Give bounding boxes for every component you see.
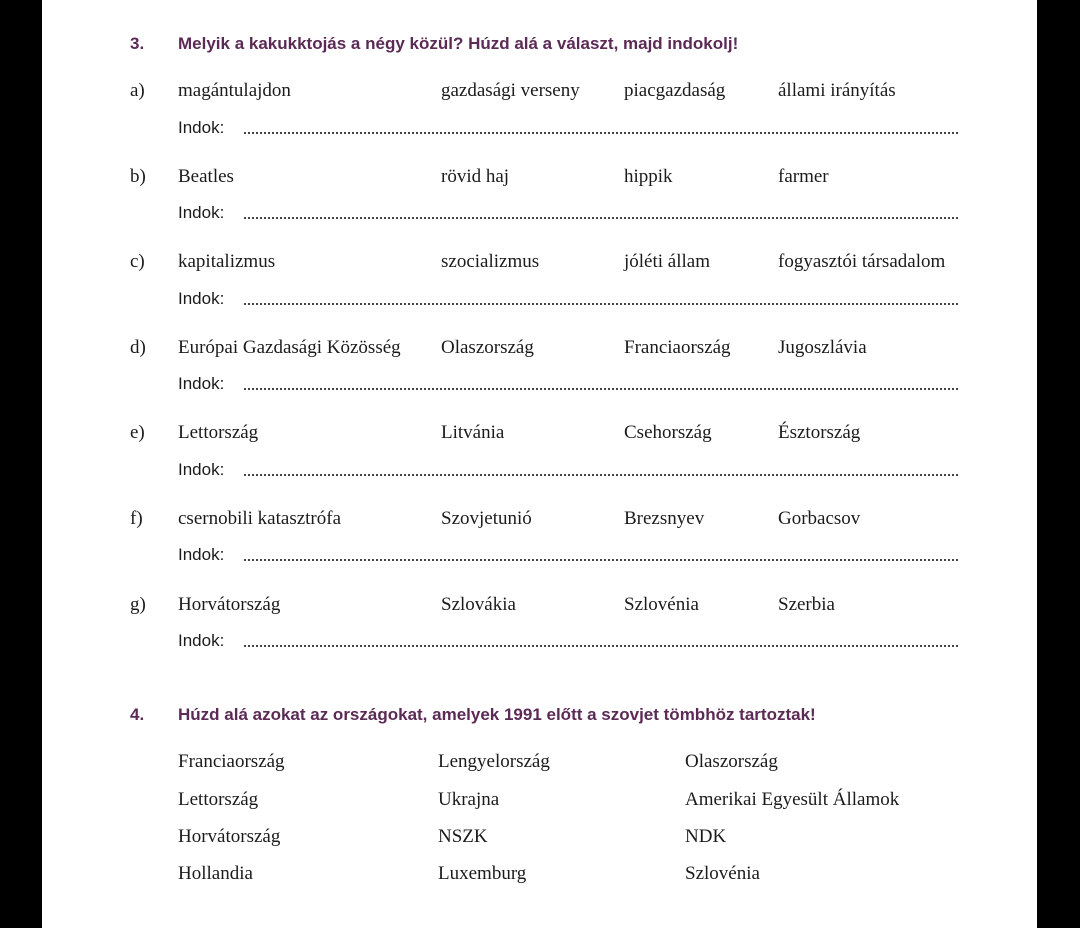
country-item[interactable]: Szlovénia xyxy=(685,863,760,884)
row-a-item-3[interactable]: piacgazdaság xyxy=(624,80,726,101)
row-f-answer-line[interactable] xyxy=(244,559,958,561)
question-3-number: 3. xyxy=(130,34,145,53)
country-item[interactable]: Lettország xyxy=(178,789,259,810)
country-item[interactable]: Lengyelország xyxy=(438,751,550,772)
row-g-answer-line[interactable] xyxy=(244,645,958,647)
row-c-indok-label: Indok: xyxy=(178,289,225,308)
row-g-item-3[interactable]: Szlovénia xyxy=(624,594,699,615)
row-c-item-3[interactable]: jóléti állam xyxy=(624,251,711,272)
row-f-item-3[interactable]: Brezsnyev xyxy=(624,508,705,529)
row-a-answer-line[interactable] xyxy=(244,132,958,134)
country-item[interactable]: Ukrajna xyxy=(438,789,500,810)
question-4-number: 4. xyxy=(130,705,145,724)
row-e-indok-label: Indok: xyxy=(178,460,225,479)
row-b-letter: b) xyxy=(130,166,146,187)
row-g-item-1[interactable]: Horvátország xyxy=(178,594,281,615)
row-d-item-2[interactable]: Olaszország xyxy=(441,337,534,358)
row-b-item-1[interactable]: Beatles xyxy=(178,166,234,187)
row-d-item-4[interactable]: Jugoszlávia xyxy=(778,337,867,358)
row-d-answer-line[interactable] xyxy=(244,388,958,390)
row-b-item-2[interactable]: rövid haj xyxy=(441,166,510,187)
row-g-indok-label: Indok: xyxy=(178,631,225,650)
row-f-item-1[interactable]: csernobili katasztrófa xyxy=(178,508,342,529)
row-c-answer-line[interactable] xyxy=(244,303,958,305)
country-item[interactable]: Luxemburg xyxy=(438,863,527,884)
row-a-indok-label: Indok: xyxy=(178,118,225,137)
row-f-letter: f) xyxy=(130,508,143,529)
row-d-item-3[interactable]: Franciaország xyxy=(624,337,731,358)
row-a-item-4[interactable]: állami irányítás xyxy=(778,80,896,101)
row-c-item-4[interactable]: fogyasztói társadalom xyxy=(778,251,946,272)
row-a-letter: a) xyxy=(130,80,145,101)
country-item[interactable]: Olaszország xyxy=(685,751,778,772)
row-e-letter: e) xyxy=(130,422,145,443)
country-item[interactable]: NDK xyxy=(685,826,727,847)
row-f-item-4[interactable]: Gorbacsov xyxy=(778,508,861,529)
row-a-item-1[interactable]: magántulajdon xyxy=(178,80,291,101)
row-c-item-1[interactable]: kapitalizmus xyxy=(178,251,276,272)
question-3-text: Melyik a kakukktojás a négy közül? Húzd alá a választ, majd indokolj! xyxy=(178,34,739,53)
row-e-item-4[interactable]: Észtország xyxy=(778,422,861,443)
row-b-item-3[interactable]: hippik xyxy=(624,166,673,187)
worksheet-page xyxy=(42,0,1037,928)
row-d-indok-label: Indok: xyxy=(178,374,225,393)
row-c-item-2[interactable]: szocializmus xyxy=(441,251,540,272)
row-f-item-2[interactable]: Szovjetunió xyxy=(441,508,532,529)
row-d-letter: d) xyxy=(130,337,146,358)
country-item[interactable]: Franciaország xyxy=(178,751,285,772)
row-g-letter: g) xyxy=(130,594,146,615)
row-f-indok-label: Indok: xyxy=(178,545,225,564)
row-b-indok-label: Indok: xyxy=(178,203,225,222)
row-d-item-1[interactable]: Európai Gazdasági Közösség xyxy=(178,337,401,358)
row-e-item-2[interactable]: Litvánia xyxy=(441,422,505,443)
row-a-item-2[interactable]: gazdasági verseny xyxy=(441,80,580,101)
country-item[interactable]: Horvátország xyxy=(178,826,281,847)
row-e-item-1[interactable]: Lettország xyxy=(178,422,259,443)
country-item[interactable]: Amerikai Egyesült Államok xyxy=(685,789,900,810)
row-c-letter: c) xyxy=(130,251,145,272)
row-e-answer-line[interactable] xyxy=(244,474,958,476)
country-item[interactable]: NSZK xyxy=(438,826,488,847)
row-e-item-3[interactable]: Csehország xyxy=(624,422,712,443)
country-item[interactable]: Hollandia xyxy=(178,863,253,884)
question-4-text: Húzd alá azokat az országokat, amelyek 1991 előtt a szovjet tömbhöz tartoztak! xyxy=(178,705,816,724)
row-b-item-4[interactable]: farmer xyxy=(778,166,829,187)
row-g-item-2[interactable]: Szlovákia xyxy=(441,594,516,615)
row-b-answer-line[interactable] xyxy=(244,217,958,219)
row-g-item-4[interactable]: Szerbia xyxy=(778,594,835,615)
